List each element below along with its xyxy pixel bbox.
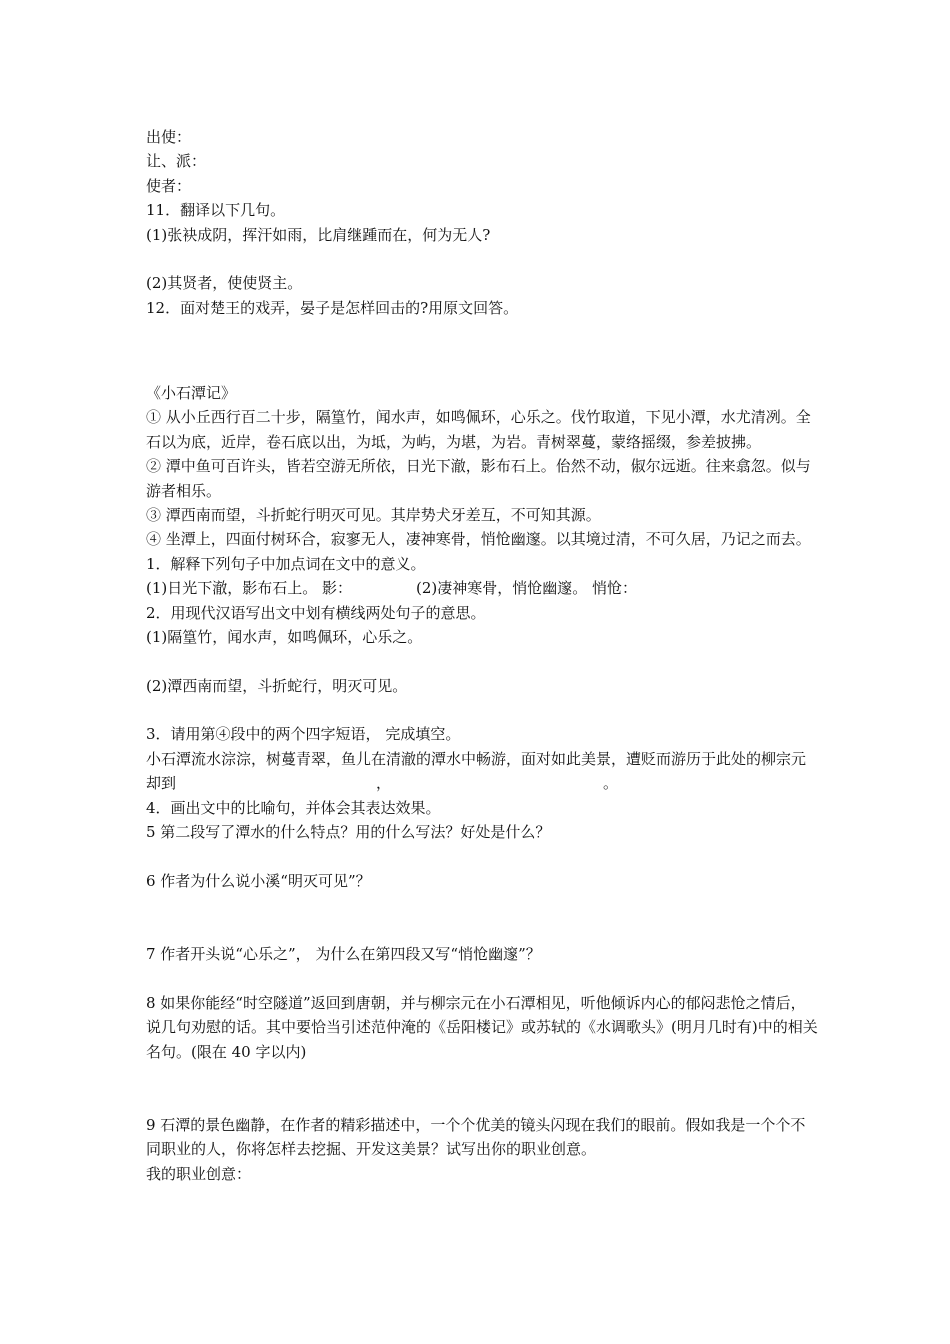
question-2-part-2: (2)潭西南而望，斗折蛇行，明灭可见。: [146, 676, 408, 695]
passage-paragraph-1: ① 从小丘西行百二十步，隔篁竹，闻水声，如鸣佩环，心乐之。伐竹取道，下见小潭，水尤清冽。全石以为底，近岸，卷石底以出，为坻，为屿，为堪，为岩。青树翠蔓，蒙络摇缀，参差披拂。: [146, 408, 811, 451]
document-page: [146, 125, 818, 1186]
question-1-items: [146, 576, 818, 600]
question-1: 1．解释下列句子中加点词在文中的意义。: [146, 554, 426, 573]
question-8: 8 如果你能经“时空隧道”返回到唐朝，并与柳宗元在小石潭相见，听他倾诉内心的郁闷悲怆之情后，说几句劝慰的话。其中要恰当引述范仲淹的《岳阳楼记》或苏轼的《水调歌头》(明月几时有)中的相关名句。(限在 40 字以内): [146, 993, 818, 1061]
answer-space: [146, 247, 818, 271]
question-3-fill-text: [146, 747, 818, 796]
comma: ，: [376, 774, 392, 793]
question-3-sentence: 小石潭流水淙淙，树蔓青翠，鱼儿在清澈的潭水中畅游，面对如此美景，遭贬而游历于此处的: [146, 749, 762, 768]
question-1-item-b: (2)凄神寒骨，悄怆幽邃。 悄怆：: [416, 579, 638, 598]
question-9: 9 石潭的景色幽静，在作者的精彩描述中，一个个优美的镜头闪现在我们的眼前。假如我是一个个不同职业的人，你将怎样去挖掘、开发这美景？试写出你的职业创意。: [146, 1115, 806, 1159]
question-11: 11．翻译以下几句。: [146, 201, 286, 220]
vocab-line-send: 让、派：: [146, 152, 207, 171]
question-6: 6 作者为什么说小溪“明灭可见”？: [146, 871, 371, 890]
question-11-part-1: (1)张袂成阴，挥汗如雨，比肩继踵而在，何为无人?: [146, 225, 491, 244]
answer-space: [146, 649, 818, 673]
question-3: 3．请用第④段中的两个四字短语， 完成填空。: [146, 725, 461, 744]
question-2: 2．用现代汉语写出文中划有横线两处句子的意思。: [146, 603, 486, 622]
question-5: 5 第二段写了潭水的什么特点？用的什么写法？好处是什么？: [146, 823, 551, 842]
question-9-answer-label: 我的职业创意：: [146, 1164, 252, 1183]
question-3-sentence-end: 柳宗元却到: [146, 749, 807, 793]
passage-paragraph-4: ④ 坐潭上，四面付树环合，寂寥无人，凄神寒骨，悄怆幽邃。以其境过清，不可久居，乃记之而去。: [146, 530, 811, 549]
question-12: 12．面对楚王的戏弄，晏子是怎样回击的?用原文回答。: [146, 298, 519, 317]
passage-title: 《小石潭记》: [146, 383, 237, 402]
answer-space: [146, 844, 818, 868]
answer-space: [146, 320, 818, 369]
question-1-item-a: (1)日光下澈，影布石上。 影：: [146, 579, 353, 598]
spacer: [146, 369, 818, 381]
question-11-part-2: (2)其贤者，使使贤主。: [146, 274, 303, 293]
question-4: 4．画出文中的比喻句，并体会其表达效果。: [146, 798, 441, 817]
vocab-line-envoy: 出使：: [146, 128, 192, 146]
passage-paragraph-3: ③ 潭西南而望，斗折蛇行明灭可见。其岸势犬牙差互，不可知其源。: [146, 505, 601, 524]
answer-space: [146, 698, 818, 722]
answer-space: [146, 966, 818, 990]
question-7: 7 作者开头说“心乐之”， 为什么在第四段又写“悄怆幽邃”？: [146, 945, 541, 964]
question-2-part-1: (1)隔篁竹，闻水声，如鸣佩环，心乐之。: [146, 627, 423, 646]
answer-space: [146, 893, 818, 942]
period: 。: [603, 774, 619, 793]
passage-paragraph-2: ② 潭中鱼可百许头，皆若空游无所依，日光下澈，影布石上。佁然不动，俶尔远逝。往来翕忽。似与游者相乐。: [146, 457, 811, 500]
vocab-line-messenger: 使者：: [146, 176, 192, 195]
answer-space: [146, 1064, 818, 1113]
